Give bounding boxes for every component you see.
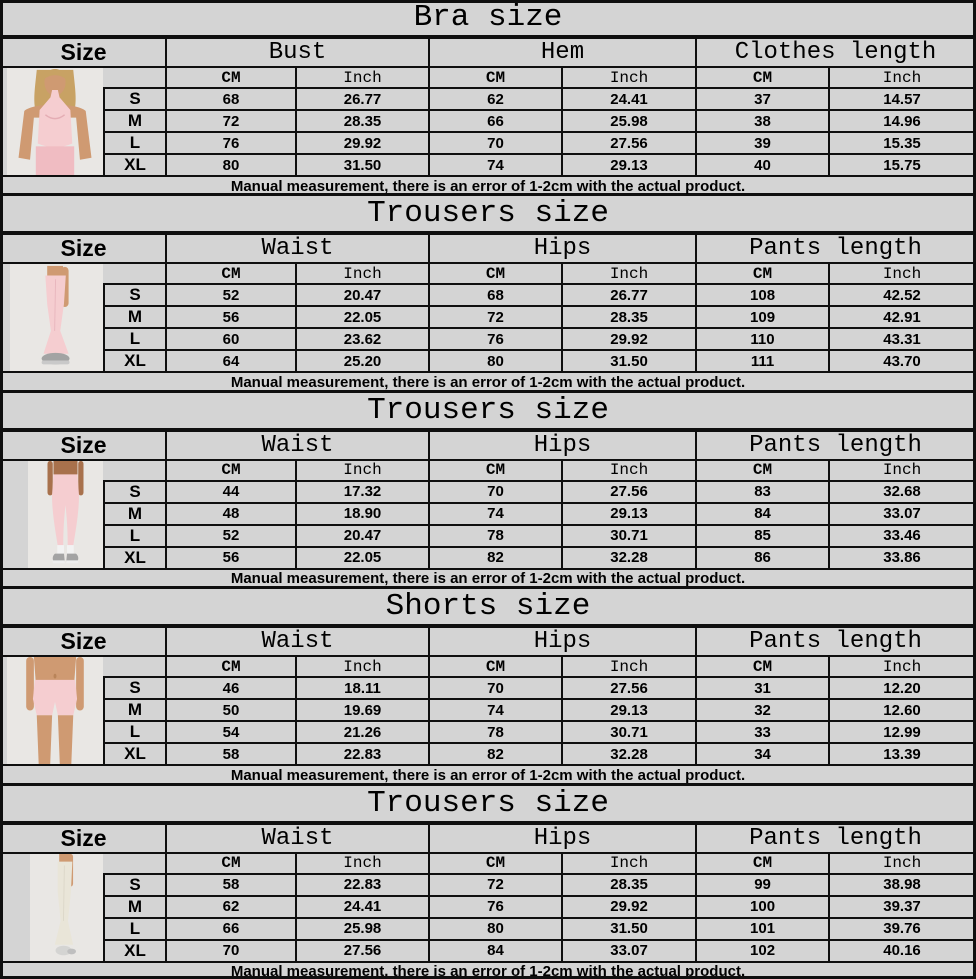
value-cell: 85 <box>696 525 829 547</box>
unit-header-inch: Inch <box>562 460 696 481</box>
column-header-pants-length: Pants length <box>696 627 975 656</box>
value-cell: 29.13 <box>562 154 696 176</box>
column-header-waist: Waist <box>166 234 429 263</box>
size-cell: XL <box>104 154 166 176</box>
pink-halter-top-photo <box>7 68 103 175</box>
value-cell: 76 <box>166 132 296 154</box>
value-cell: 33.86 <box>829 547 975 569</box>
value-cell: 27.56 <box>296 940 429 962</box>
value-cell: 108 <box>696 284 829 306</box>
blank-cell <box>104 460 166 481</box>
value-cell: 99 <box>696 874 829 896</box>
value-cell: 29.92 <box>562 328 696 350</box>
column-header-waist: Waist <box>166 627 429 656</box>
size-header: Size <box>1 431 166 460</box>
size-row-m <box>1 503 975 525</box>
value-cell: 38.98 <box>829 874 975 896</box>
value-cell: 18.90 <box>296 503 429 525</box>
value-cell: 33.46 <box>829 525 975 547</box>
value-cell: 27.56 <box>562 677 696 699</box>
unit-header-cm: CM <box>429 263 562 284</box>
measurement-note: Manual measurement, there is an error of 1-2cm with the actual product. <box>1 569 975 588</box>
product-photo-cell <box>1 263 104 372</box>
section-title: Trousers size <box>0 786 976 823</box>
size-row-s <box>1 677 975 699</box>
blank-cell <box>104 656 166 677</box>
value-cell: 50 <box>166 699 296 721</box>
value-cell: 48 <box>166 503 296 525</box>
value-cell: 33.07 <box>829 503 975 525</box>
unit-header-inch: Inch <box>829 263 975 284</box>
size-header: Size <box>1 627 166 656</box>
value-cell: 76 <box>429 328 562 350</box>
size-row-m <box>1 110 975 132</box>
trousers-photo-illustration <box>10 264 103 371</box>
value-cell: 70 <box>429 481 562 503</box>
value-cell: 84 <box>696 503 829 525</box>
value-cell: 83 <box>696 481 829 503</box>
unit-header-inch: Inch <box>296 460 429 481</box>
section-title: Shorts size <box>0 589 976 626</box>
size-header: Size <box>1 234 166 263</box>
size-cell: M <box>104 503 166 525</box>
column-header-row <box>1 431 975 460</box>
value-cell: 100 <box>696 896 829 918</box>
value-cell: 19.69 <box>296 699 429 721</box>
value-cell: 39.76 <box>829 918 975 940</box>
column-header-row <box>1 627 975 656</box>
size-row-l <box>1 525 975 547</box>
value-cell: 22.05 <box>296 306 429 328</box>
unit-header-row <box>1 263 975 284</box>
value-cell: 40 <box>696 154 829 176</box>
bra-photo-illustration <box>7 68 103 175</box>
value-cell: 12.20 <box>829 677 975 699</box>
value-cell: 32 <box>696 699 829 721</box>
value-cell: 76 <box>429 896 562 918</box>
size-cell: L <box>104 132 166 154</box>
value-cell: 62 <box>429 88 562 110</box>
value-cell: 62 <box>166 896 296 918</box>
pink-shorts-photo <box>7 657 103 764</box>
value-cell: 82 <box>429 743 562 765</box>
value-cell: 66 <box>429 110 562 132</box>
bra-size-section <box>0 0 976 196</box>
value-cell: 111 <box>696 350 829 372</box>
unit-header-cm: CM <box>429 656 562 677</box>
value-cell: 12.99 <box>829 721 975 743</box>
column-header-row <box>1 234 975 263</box>
value-cell: 86 <box>696 547 829 569</box>
size-row-s <box>1 481 975 503</box>
note-row <box>1 962 975 979</box>
value-cell: 17.32 <box>296 481 429 503</box>
size-row-xl <box>1 154 975 176</box>
value-cell: 80 <box>166 154 296 176</box>
value-cell: 42.52 <box>829 284 975 306</box>
product-photo-cell <box>1 656 104 765</box>
column-header-bust: Bust <box>166 38 429 67</box>
value-cell: 70 <box>166 940 296 962</box>
column-header-pants-length: Pants length <box>696 234 975 263</box>
value-cell: 60 <box>166 328 296 350</box>
value-cell: 13.39 <box>829 743 975 765</box>
product-photo-cell <box>1 460 104 569</box>
size-cell: XL <box>104 743 166 765</box>
unit-header-cm: CM <box>429 853 562 874</box>
size-row-xl <box>1 547 975 569</box>
value-cell: 29.92 <box>562 896 696 918</box>
value-cell: 31.50 <box>562 350 696 372</box>
size-cell: XL <box>104 350 166 372</box>
unit-header-cm: CM <box>429 67 562 88</box>
unit-header-cm: CM <box>429 460 562 481</box>
blank-cell <box>104 853 166 874</box>
value-cell: 37 <box>696 88 829 110</box>
trousers-size-table-1 <box>0 233 976 391</box>
value-cell: 23.62 <box>296 328 429 350</box>
value-cell: 78 <box>429 721 562 743</box>
column-header-waist: Waist <box>166 824 429 853</box>
value-cell: 12.60 <box>829 699 975 721</box>
note-row <box>1 372 975 391</box>
value-cell: 22.83 <box>296 743 429 765</box>
unit-header-cm: CM <box>166 656 296 677</box>
value-cell: 43.70 <box>829 350 975 372</box>
value-cell: 109 <box>696 306 829 328</box>
value-cell: 78 <box>429 525 562 547</box>
value-cell: 30.71 <box>562 721 696 743</box>
size-row-l <box>1 721 975 743</box>
size-row-m <box>1 699 975 721</box>
unit-header-cm: CM <box>696 67 829 88</box>
value-cell: 29.13 <box>562 699 696 721</box>
unit-header-cm: CM <box>696 460 829 481</box>
unit-header-inch: Inch <box>296 67 429 88</box>
section-title: Trousers size <box>0 393 976 430</box>
size-cell: L <box>104 721 166 743</box>
size-row-m <box>1 306 975 328</box>
size-row-l <box>1 132 975 154</box>
value-cell: 27.56 <box>562 481 696 503</box>
value-cell: 33.07 <box>562 940 696 962</box>
unit-header-cm: CM <box>166 263 296 284</box>
section-title: Bra size <box>0 0 976 37</box>
value-cell: 42.91 <box>829 306 975 328</box>
value-cell: 64 <box>166 350 296 372</box>
value-cell: 25.20 <box>296 350 429 372</box>
value-cell: 21.26 <box>296 721 429 743</box>
value-cell: 74 <box>429 503 562 525</box>
shorts-size-section <box>0 589 976 785</box>
trousers-size-section-2 <box>0 393 976 589</box>
value-cell: 72 <box>429 306 562 328</box>
trousers-size-section-1 <box>0 196 976 392</box>
note-row <box>1 569 975 588</box>
size-cell: M <box>104 306 166 328</box>
unit-header-inch: Inch <box>562 656 696 677</box>
pink-leggings-photo <box>28 461 103 568</box>
value-cell: 24.41 <box>562 88 696 110</box>
column-header-hips: Hips <box>429 627 696 656</box>
column-header-waist: Waist <box>166 431 429 460</box>
value-cell: 32.28 <box>562 547 696 569</box>
size-row-xl <box>1 350 975 372</box>
size-cell: M <box>104 896 166 918</box>
product-photo-cell <box>1 853 104 962</box>
column-header-hips: Hips <box>429 431 696 460</box>
unit-header-inch: Inch <box>562 853 696 874</box>
column-header-pants-length: Pants length <box>696 431 975 460</box>
size-cell: S <box>104 88 166 110</box>
value-cell: 72 <box>429 874 562 896</box>
unit-header-row <box>1 460 975 481</box>
size-cell: L <box>104 918 166 940</box>
unit-header-row <box>1 67 975 88</box>
value-cell: 25.98 <box>296 918 429 940</box>
unit-header-inch: Inch <box>562 67 696 88</box>
value-cell: 20.47 <box>296 284 429 306</box>
section-title: Trousers size <box>0 196 976 233</box>
value-cell: 52 <box>166 284 296 306</box>
unit-header-inch: Inch <box>829 656 975 677</box>
value-cell: 74 <box>429 154 562 176</box>
size-row-s <box>1 284 975 306</box>
value-cell: 56 <box>166 306 296 328</box>
column-header-pants-length: Pants length <box>696 824 975 853</box>
unit-header-inch: Inch <box>296 853 429 874</box>
size-cell: S <box>104 284 166 306</box>
value-cell: 68 <box>166 88 296 110</box>
unit-header-cm: CM <box>166 853 296 874</box>
note-row <box>1 176 975 195</box>
value-cell: 101 <box>696 918 829 940</box>
value-cell: 14.96 <box>829 110 975 132</box>
value-cell: 28.35 <box>296 110 429 132</box>
value-cell: 28.35 <box>562 874 696 896</box>
value-cell: 58 <box>166 743 296 765</box>
size-cell: XL <box>104 940 166 962</box>
unit-header-cm: CM <box>696 656 829 677</box>
value-cell: 18.11 <box>296 677 429 699</box>
value-cell: 84 <box>429 940 562 962</box>
trousers-size-table-2 <box>0 430 976 588</box>
column-header-hips: Hips <box>429 234 696 263</box>
value-cell: 30.71 <box>562 525 696 547</box>
value-cell: 70 <box>429 677 562 699</box>
value-cell: 43.31 <box>829 328 975 350</box>
value-cell: 32.68 <box>829 481 975 503</box>
value-cell: 22.05 <box>296 547 429 569</box>
size-row-xl <box>1 743 975 765</box>
value-cell: 15.35 <box>829 132 975 154</box>
size-cell: S <box>104 874 166 896</box>
value-cell: 38 <box>696 110 829 132</box>
pink-flare-trousers-photo <box>10 264 103 371</box>
leggings-photo-illustration <box>28 461 103 568</box>
blank-cell <box>104 263 166 284</box>
size-cell: S <box>104 481 166 503</box>
value-cell: 26.77 <box>296 88 429 110</box>
trousers-size-table-3 <box>0 823 976 979</box>
size-row-l <box>1 328 975 350</box>
value-cell: 29.92 <box>296 132 429 154</box>
value-cell: 33 <box>696 721 829 743</box>
blank-cell <box>104 67 166 88</box>
size-header: Size <box>1 824 166 853</box>
value-cell: 25.98 <box>562 110 696 132</box>
column-header-row <box>1 824 975 853</box>
size-row-l <box>1 918 975 940</box>
value-cell: 80 <box>429 918 562 940</box>
size-row-m <box>1 896 975 918</box>
unit-header-row <box>1 656 975 677</box>
unit-header-inch: Inch <box>296 263 429 284</box>
value-cell: 31.50 <box>562 918 696 940</box>
unit-header-cm: CM <box>166 460 296 481</box>
value-cell: 58 <box>166 874 296 896</box>
size-cell: S <box>104 677 166 699</box>
unit-header-inch: Inch <box>829 67 975 88</box>
cream-flare-trousers-photo <box>30 854 103 961</box>
value-cell: 39.37 <box>829 896 975 918</box>
value-cell: 27.56 <box>562 132 696 154</box>
unit-header-cm: CM <box>696 263 829 284</box>
bra-size-table <box>0 37 976 195</box>
value-cell: 15.75 <box>829 154 975 176</box>
size-cell: L <box>104 328 166 350</box>
size-row-s <box>1 874 975 896</box>
value-cell: 46 <box>166 677 296 699</box>
value-cell: 32.28 <box>562 743 696 765</box>
value-cell: 39 <box>696 132 829 154</box>
size-cell: M <box>104 110 166 132</box>
value-cell: 22.83 <box>296 874 429 896</box>
value-cell: 56 <box>166 547 296 569</box>
value-cell: 40.16 <box>829 940 975 962</box>
measurement-note: Manual measurement, there is an error of 1-2cm with the actual product. <box>1 962 975 979</box>
value-cell: 31.50 <box>296 154 429 176</box>
value-cell: 24.41 <box>296 896 429 918</box>
shorts-size-table <box>0 626 976 784</box>
column-header-hips: Hips <box>429 824 696 853</box>
value-cell: 52 <box>166 525 296 547</box>
value-cell: 82 <box>429 547 562 569</box>
column-header-clothes-length: Clothes length <box>696 38 975 67</box>
size-cell: XL <box>104 547 166 569</box>
unit-header-cm: CM <box>696 853 829 874</box>
measurement-note: Manual measurement, there is an error of 1-2cm with the actual product. <box>1 765 975 784</box>
value-cell: 44 <box>166 481 296 503</box>
size-row-xl <box>1 940 975 962</box>
measurement-note: Manual measurement, there is an error of 1-2cm with the actual product. <box>1 372 975 391</box>
note-row <box>1 765 975 784</box>
value-cell: 14.57 <box>829 88 975 110</box>
size-header: Size <box>1 38 166 67</box>
unit-header-inch: Inch <box>296 656 429 677</box>
value-cell: 26.77 <box>562 284 696 306</box>
unit-header-inch: Inch <box>829 460 975 481</box>
value-cell: 72 <box>166 110 296 132</box>
trousers-size-section-3 <box>0 786 976 979</box>
shorts-photo-illustration <box>7 657 103 764</box>
unit-header-cm: CM <box>166 67 296 88</box>
value-cell: 34 <box>696 743 829 765</box>
value-cell: 80 <box>429 350 562 372</box>
value-cell: 74 <box>429 699 562 721</box>
product-photo-cell <box>1 67 104 176</box>
value-cell: 110 <box>696 328 829 350</box>
value-cell: 70 <box>429 132 562 154</box>
value-cell: 28.35 <box>562 306 696 328</box>
value-cell: 20.47 <box>296 525 429 547</box>
value-cell: 31 <box>696 677 829 699</box>
value-cell: 29.13 <box>562 503 696 525</box>
column-header-row <box>1 38 975 67</box>
value-cell: 68 <box>429 284 562 306</box>
size-cell: M <box>104 699 166 721</box>
unit-header-inch: Inch <box>562 263 696 284</box>
cream-trousers-photo-illustration <box>30 854 103 961</box>
unit-header-inch: Inch <box>829 853 975 874</box>
measurement-note: Manual measurement, there is an error of 1-2cm with the actual product. <box>1 176 975 195</box>
value-cell: 66 <box>166 918 296 940</box>
size-row-s <box>1 88 975 110</box>
size-cell: L <box>104 525 166 547</box>
column-header-hem: Hem <box>429 38 696 67</box>
unit-header-row <box>1 853 975 874</box>
value-cell: 102 <box>696 940 829 962</box>
value-cell: 54 <box>166 721 296 743</box>
